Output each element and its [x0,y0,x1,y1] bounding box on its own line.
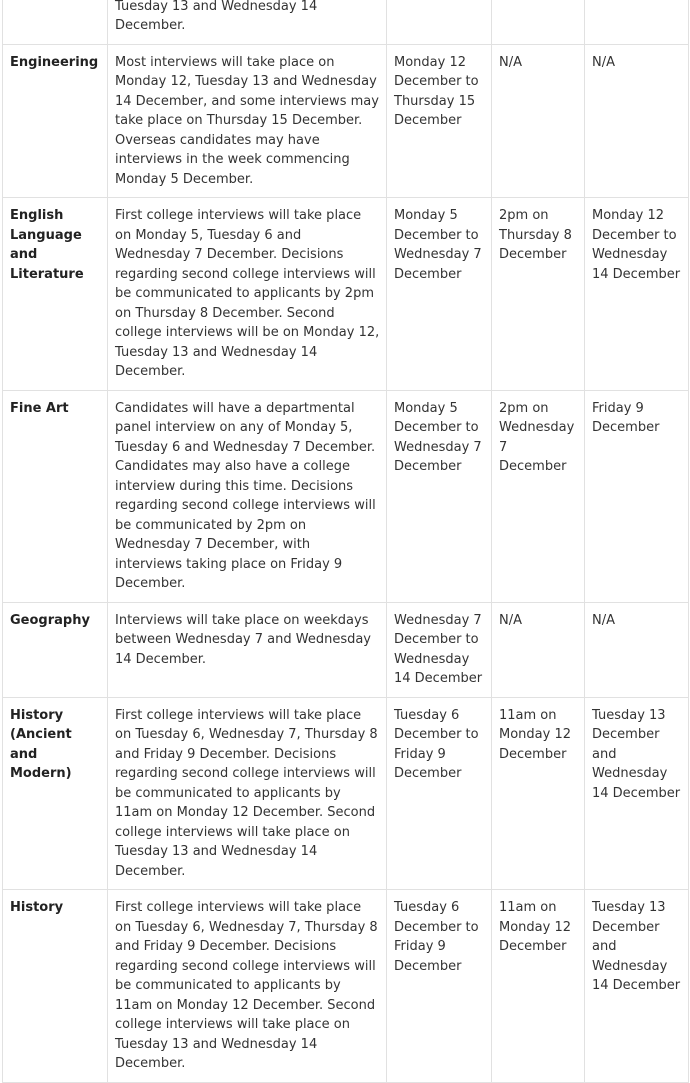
subject-cell: Geography [3,602,108,697]
table-row [3,890,689,1083]
details-cell: First college interviews will take place on Tuesday 6, Wednesday 7, Thursday 8 and Friday 9 December. Decisions regarding second college interviews will be communicated to applicants by 11am on Monday 12 December. Second college interviews will take place on Tuesday 13 and Wednesday 14 December. [108,697,387,890]
table-row [3,198,689,391]
details-text [115,0,380,36]
interview-schedule-table [2,0,689,1083]
second-interviews-cell: N/A [585,602,689,697]
second-interviews-cell [585,0,689,44]
subject-cell: History [3,890,108,1083]
first-interviews-cell [387,0,492,44]
second-interviews-cell: Monday 12 December to Wednesday 14 December [585,198,689,391]
first-interviews-cell: Tuesday 6 December to Friday 9 December [387,890,492,1083]
decisions-cell: N/A [492,602,585,697]
subject-cell: Fine Art [3,390,108,602]
second-interviews-cell: N/A [585,44,689,198]
details-cell: Candidates will have a departmental panel interview on any of Monday 5, Tuesday 6 and Wednesday 7 December. Candidates may also have a college interview during this time. Decisions regarding second college interviews will be communicated by 2pm on Wednesday 7 December, with interviews taking place on Friday 9 December. [108,390,387,602]
decisions-cell: 2pm on Thursday 8 December [492,198,585,391]
subject-cell: History (Ancient and Modern) [3,697,108,890]
first-interviews-cell: Monday 5 December to Wednesday 7 December [387,198,492,391]
subject-cell: Engineering [3,44,108,198]
table-row [3,697,689,890]
details-cell: First college interviews will take place on Tuesday 6, Wednesday 7, Thursday 8 and Friday 9 December. Decisions regarding second college interviews will be communicated to applicants by 11am on Monday 12 December. Second college interviews will take place on Tuesday 13 and Wednesday 14 December. [108,890,387,1083]
details-text-content: Tuesday 13 and Wednesday 14 December. [115,0,318,33]
first-interviews-cell: Wednesday 7 December to Wednesday 14 December [387,602,492,697]
details-cell: First college interviews will take place on Monday 5, Tuesday 6 and Wednesday 7 December. Decisions regarding second college interviews will be communicated to applicants by 2pm on Thursday 8 December. Second college interviews will be on Monday 12, Tuesday 13 and Wednesday 14 December. [108,198,387,391]
first-interviews-cell: Monday 5 December to Wednesday 7 December [387,390,492,602]
subject-cell: English Language and Literature [3,198,108,391]
table-row [3,390,689,602]
table-row [3,0,689,44]
second-interviews-cell: Friday 9 December [585,390,689,602]
decisions-cell: N/A [492,44,585,198]
table-row [3,44,689,198]
decisions-cell [492,0,585,44]
table-row [3,602,689,697]
second-interviews-cell: Tuesday 13 December and Wednesday 14 December [585,697,689,890]
first-interviews-cell: Monday 12 December to Thursday 15 December [387,44,492,198]
decisions-cell: 11am on Monday 12 December [492,890,585,1083]
second-interviews-cell: Tuesday 13 December and Wednesday 14 December [585,890,689,1083]
first-interviews-cell: Tuesday 6 December to Friday 9 December [387,697,492,890]
details-cell: Interviews will take place on weekdays between Wednesday 7 and Wednesday 14 December. [108,602,387,697]
decisions-cell: 11am on Monday 12 December [492,697,585,890]
subject-cell [3,0,108,44]
details-cell: Most interviews will take place on Monday 12, Tuesday 13 and Wednesday 14 December, and some interviews may take place on Thursday 15 December. Overseas candidates may have interviews in the week commencing Monday 5 December. [108,44,387,198]
details-cell [108,0,387,44]
decisions-cell: 2pm on Wednesday 7 December [492,390,585,602]
